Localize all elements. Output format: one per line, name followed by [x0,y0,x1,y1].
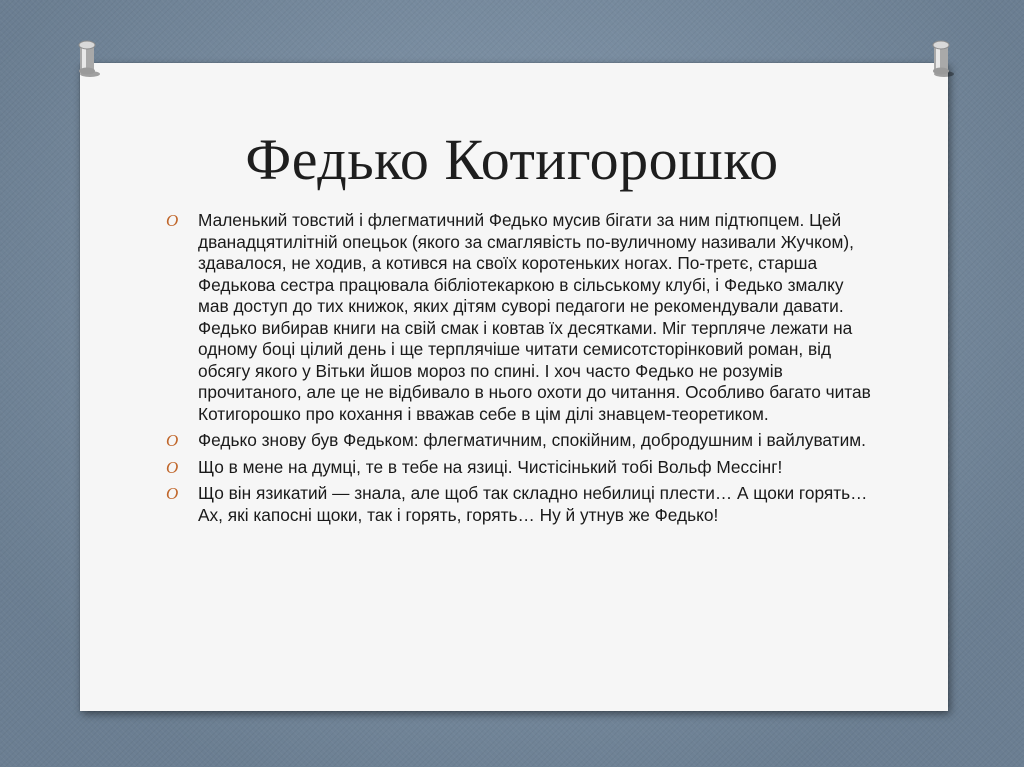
list-item [166,483,878,526]
list-item [166,457,878,479]
bullet-text: Маленький товстий і флегматичний Федько мусив бігати за ним підтюпцем. Цей дванадцятилітній опецьок (якого за смаглявість по-вуличному називали Жучком), здавалося, не ходив, а котився на своїх коротеньких ногах. По-третє, старша Федькова сестра працювала бібліотекаркою в сільському клубі, і Федько змалку мав доступ до тих книжок, яких дітям суворі педагоги не рекомендували давати. Федько вибирав книги на свій смак і ковтав їх десятками. Міг терпляче лежати на одному боці цілий день і ще терплячіше читати семисотсторінковий роман, від обсягу якого у Вітьки йшов мороз по спині. І хоч часто Федько не розумів прочитаного, але це не відбивало в нього охоти до читання. Особливо багато читав Котигорошко про кохання і вважав себе в цім ділі знавцем-теоретиком. [198,210,871,424]
bullet-text: Федько знову був Федьком: флегматичним, спокійним, добродушним і вайлуватим. [198,430,866,450]
bullet-marker-icon: O [166,484,179,503]
pushpin-icon [922,40,956,78]
list-item [166,430,878,452]
list-item [166,210,878,425]
slide-title: Федько Котигорошко [245,127,779,192]
bullet-marker-icon: O [166,457,179,477]
bullet-marker-icon: O [166,211,179,230]
pushpin-icon [68,40,102,78]
bullet-text: Що в мене на думці, те в тебе на язиці. Чистісінький тобі Вольф Мессінг! [198,456,783,477]
bullet-list [166,210,878,531]
bullet-text: Що він язикатий — знала, але щоб так складно небилиці плести… А щоки горять… Ах, які капосні щоки, так і горять, горять… Ну й утнув же Федько! [198,483,868,525]
bullet-marker-icon: O [166,431,179,450]
